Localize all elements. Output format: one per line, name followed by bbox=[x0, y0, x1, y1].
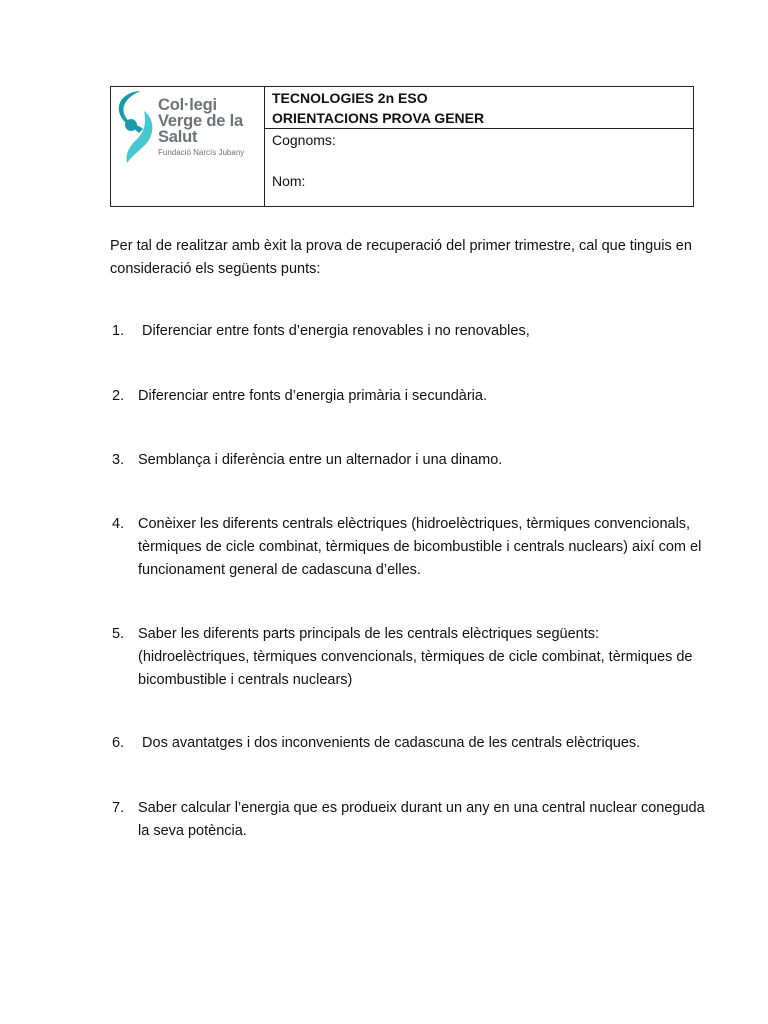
list-item-number: 6. bbox=[112, 735, 125, 751]
list-item bbox=[112, 797, 712, 843]
list-item-text: Dos avantatges i dos inconvenients de cadascuna de les centrals elèctriques. bbox=[138, 735, 641, 751]
list-item bbox=[112, 320, 712, 343]
surname-label: Cognoms: bbox=[272, 132, 336, 148]
list-item-text: Semblança i diferència entre un alternador i una dinamo. bbox=[138, 452, 503, 468]
list-item-text: Diferenciar entre fonts d’energia primària i secundària. bbox=[138, 388, 487, 404]
logo-cell bbox=[111, 87, 265, 206]
school-logo-icon bbox=[117, 89, 157, 165]
list-item-number: 7. bbox=[112, 800, 125, 816]
list-item-number: 2. bbox=[112, 388, 125, 404]
student-fields bbox=[265, 129, 693, 191]
list-item bbox=[112, 623, 712, 692]
subject-title: TECNOLOGIES 2n ESO bbox=[272, 90, 428, 106]
logo-line-3: Salut bbox=[158, 128, 198, 146]
list-item-number: 3. bbox=[112, 452, 125, 468]
logo-subtitle: Fundació Narcís Jubany bbox=[158, 148, 245, 157]
list-item-number: 1. bbox=[112, 323, 125, 339]
list-item-text: Conèixer les diferents centrals elèctriques (hidroelèctriques, tèrmiques convencionals, tèrmiques de cicle combinat, tèrmiques de bicombustible i centrals nuclears) així com el funcionament general de cadascuna d’elles. bbox=[138, 516, 702, 578]
document-title: ORIENTACIONS PROVA GENER bbox=[272, 110, 485, 126]
list-item-text: Saber les diferents parts principals de les centrals elèctriques següents: (hidroelèctriques, tèrmiques convencionals, tèrmiques de cicle combinat, tèrmiques de bicombustible i centrals nuclears) bbox=[138, 626, 693, 688]
logo-line-2: Verge de la bbox=[158, 112, 243, 130]
list-item bbox=[112, 732, 712, 755]
list-item-number: 4. bbox=[112, 516, 125, 532]
list-item bbox=[112, 449, 712, 472]
name-label: Nom: bbox=[272, 173, 306, 189]
list-item-text: Saber calcular l’energia que es produeix durant un any en una central nuclear coneguda la seva potència. bbox=[138, 800, 705, 839]
list-item-text: Diferenciar entre fonts d’energia renovables i no renovables, bbox=[138, 323, 530, 339]
logo-line-1: Col·legi bbox=[158, 96, 217, 114]
header-table bbox=[110, 86, 694, 207]
info-cell bbox=[265, 87, 693, 206]
logo-text bbox=[158, 97, 244, 158]
list-item bbox=[112, 385, 712, 408]
intro-paragraph: Per tal de realitzar amb èxit la prova de recuperació del primer trimestre, cal que tinguis en consideració els següents punts: bbox=[110, 238, 692, 277]
header-title-block bbox=[265, 87, 693, 129]
list-item-number: 5. bbox=[112, 626, 125, 642]
list-item bbox=[112, 513, 712, 582]
